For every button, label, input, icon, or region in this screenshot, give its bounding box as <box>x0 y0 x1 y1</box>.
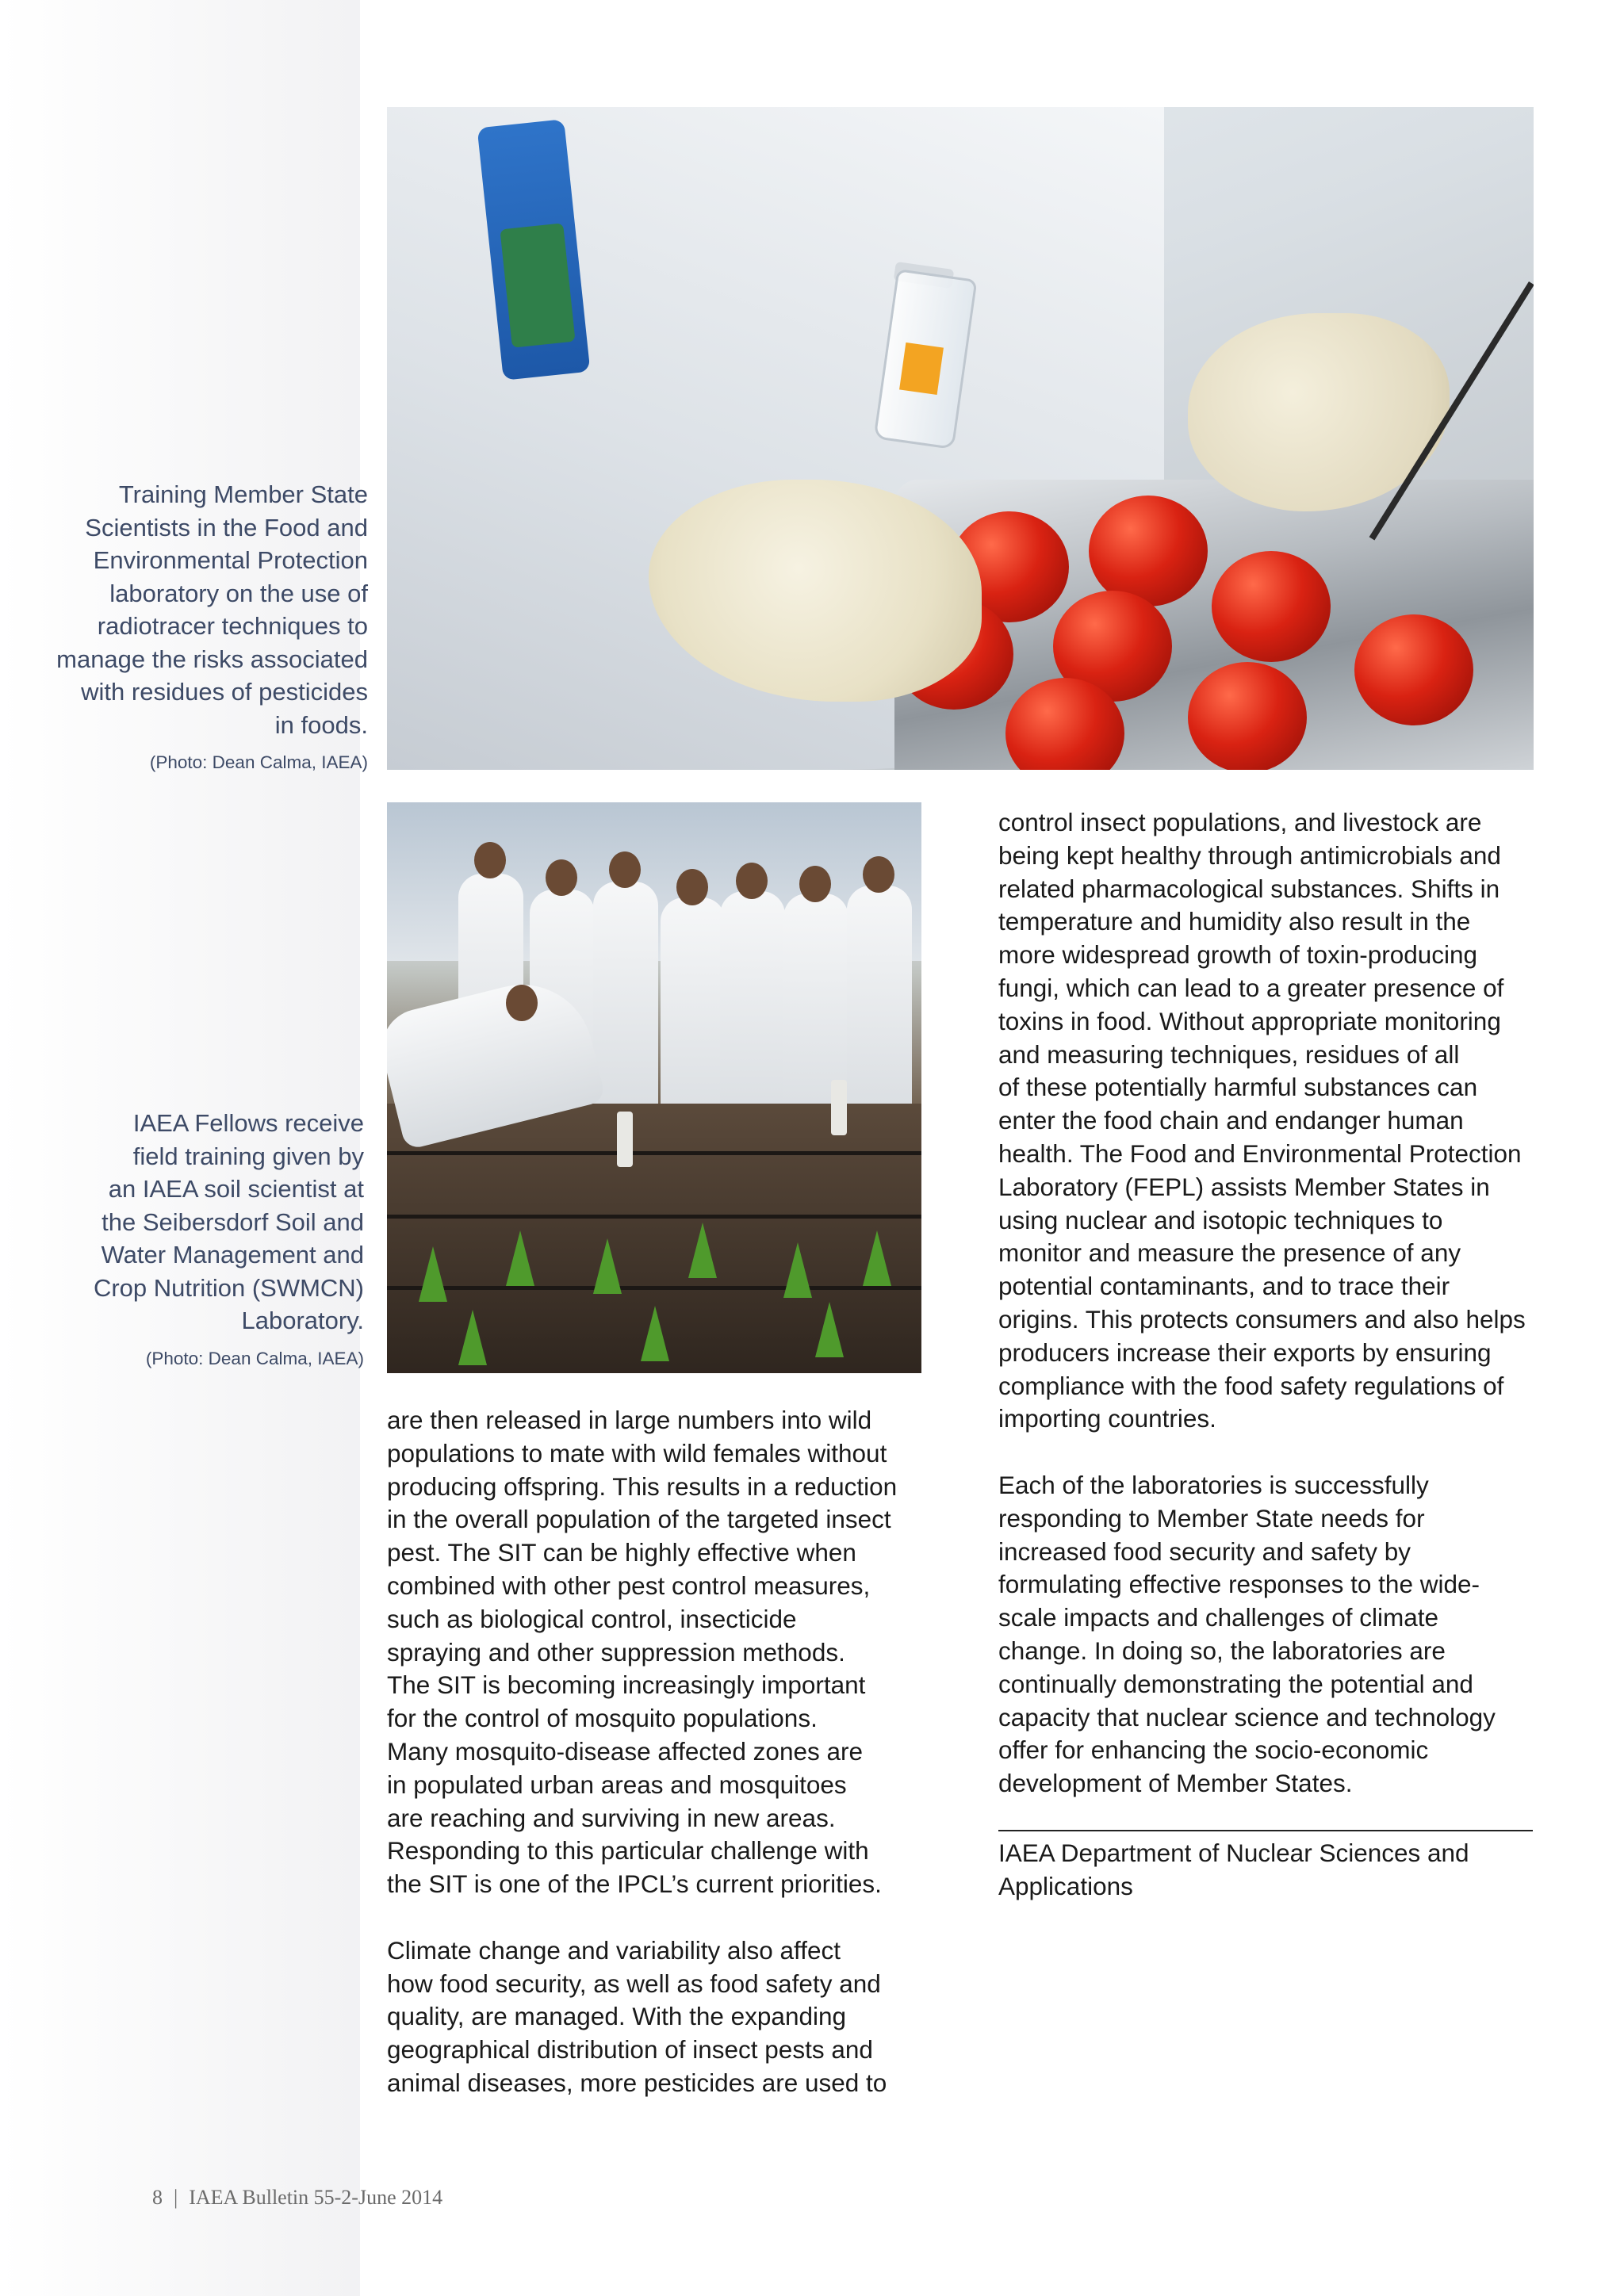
tomato <box>1212 551 1331 662</box>
body-column-left <box>387 1404 926 2100</box>
body-column-right <box>998 806 1553 1800</box>
maize-seedling <box>688 1223 717 1278</box>
publication-title: IAEA Bulletin 55-2-June 2014 <box>189 2186 443 2209</box>
maize-seedling <box>863 1230 891 1286</box>
maize-seedling <box>593 1238 622 1294</box>
lab-photo <box>387 107 1534 770</box>
maize-seedling <box>815 1302 844 1357</box>
maize-seedling <box>458 1310 487 1365</box>
page-footer <box>152 2186 442 2210</box>
footer-separator: | <box>174 2186 178 2209</box>
person <box>720 891 785 1129</box>
maize-seedling <box>506 1230 534 1286</box>
maize-seedling <box>641 1306 669 1361</box>
photo-credit: (Photo: Dean Calma, IAEA) <box>145 1348 364 1368</box>
tomato <box>1188 662 1307 770</box>
caption-text: IAEA Fellows receive field training given by an IAEA soil scientist at the Seibersdorf Soil and Water Management and Crop Nutrition (SWMCN) Laboratory. <box>93 1109 364 1334</box>
person <box>661 897 726 1135</box>
paragraph: are then released in large numbers into wild populations to mate with wild females without producing offspring. This results in a reduction in the overall population of the targeted insect pest. The SIT can be highly effective when combined with other pest control measures, such as biological control, insecticide spraying and other suppression methods. The SIT is becoming increasingly important for the control of mosquito populations. Many mosquito-disease affected zones are in populated urban areas and mosquitoes are reaching and surviving in new areas. Responding to this particular challenge with the SIT is one of the IPCL’s current priorities. <box>387 1406 898 1899</box>
field-photo <box>387 802 921 1373</box>
vial-radiation-label-icon <box>899 342 944 395</box>
caption-field-photo <box>32 1107 364 1371</box>
foil-tray <box>894 480 1534 770</box>
caption-lab-photo <box>32 478 368 775</box>
person <box>847 886 912 1123</box>
caption-text: Training Member State Scientists in the Food and Environmental Protection laboratory on the use of radiotracer techniques to manage the risks associated with residues of pesticides in foods. <box>56 480 368 739</box>
tomato <box>1354 614 1473 725</box>
tomato <box>1089 496 1208 607</box>
soil-plot <box>387 1104 921 1373</box>
maize-seedling <box>783 1242 812 1298</box>
maize-seedling <box>419 1246 447 1302</box>
divider-rule <box>998 1830 1533 1831</box>
soil-sampler-post <box>617 1112 633 1167</box>
author-attribution: IAEA Department of Nuclear Sciences and Applications <box>998 1839 1469 1900</box>
paragraph: Each of the laboratories is successfully responding to Member State needs for increased food security and safety by formulating effective responses to the wide- scale impacts and challenges of climate change. In doing so, the laboratories are continually demonstrating the potential and capacity that nuclear science and technology offer for enhancing the socio-economic development of Member States. <box>998 1470 1496 1798</box>
photo-credit: (Photo: Dean Calma, IAEA) <box>149 752 368 772</box>
paragraph: Climate change and variability also affect how food security, as well as food safety and quality, are managed. With the expanding geographical distribution of insect pests and animal diseases, more pesticides are used to <box>387 1935 887 2097</box>
paragraph: control insect populations, and livestock are being kept healthy through antimicrobials and related pharmacological substances. Shifts in temperature and humidity also result in the more widespread growth of toxin-producing fungi, which can lead to a greater presence of toxins in food. Without appropriate monitoring and measuring techniques, residues of all of these potentially harmful substances can enter the food chain and endanger human health. The Food and Environmental Protection Laboratory (FEPL) assists Member States in using nuclear and isotopic techniques to monitor and measure the presence of any potential contaminants, and to trace their origins. This protects consumers and also helps producers increase their exports by ensuring compliance with the food safety regulations of importing countries. <box>998 808 1526 1433</box>
soil-sampler-post <box>831 1080 847 1135</box>
page-number: 8 <box>152 2186 163 2209</box>
person <box>593 882 658 1119</box>
dosimeter-badge <box>500 223 575 348</box>
